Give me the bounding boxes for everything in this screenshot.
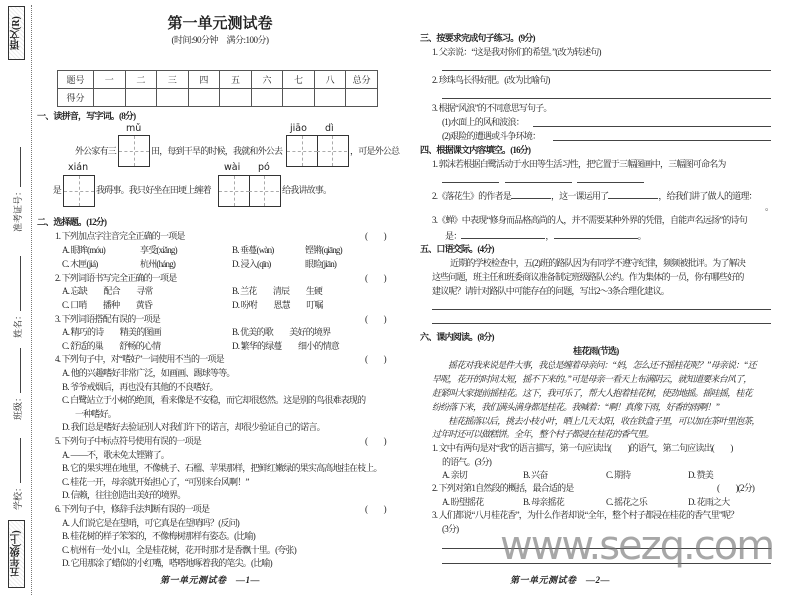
section-5-heading: 五、口语交际。(4分) (420, 244, 494, 254)
option: 眼睑(jiān) (305, 259, 337, 269)
question-text: 是： (445, 231, 462, 241)
option[interactable]: B. 母亲摇花 (523, 497, 564, 507)
question: 3. 人们都说“八月桂花香”，为什么作者却说“全年，整个村子都浸在桂花的香气里”呢？ (432, 510, 739, 520)
pinyin: mǔ (126, 123, 142, 134)
header-cell: 六 (251, 71, 283, 89)
question-stem: 5. 下列句子中标点符号使用有误的一项是 (55, 436, 202, 446)
option[interactable]: A. 精巧的诗 精美的图画 (62, 327, 161, 337)
score-cell[interactable] (125, 89, 157, 107)
pinyin: wài (224, 162, 241, 173)
answer-paren[interactable]: ( ) (365, 314, 386, 324)
question: 1. 郭沫若根据白鹭活动于水田等生活习性，把它置于三幅图画中，三幅图可命名为 (432, 159, 726, 169)
option[interactable]: D. 赞美 (688, 470, 713, 480)
option[interactable]: D. 信赖，往往创造出美好的境界。 (62, 490, 186, 500)
answer-blank[interactable] (554, 228, 638, 239)
question: 2. 下列对第1自然段的概括，最合适的是 (432, 483, 574, 493)
question: 1. 文中有两句是对“我”的语言描写，第一句应读出( )的语气，第二句应读出( ) (432, 443, 733, 453)
question-continued: (3分) (442, 524, 459, 534)
answer-blank[interactable] (442, 181, 499, 183)
score-cell[interactable] (157, 89, 189, 107)
option-continued: 一种嗜好。 (75, 409, 117, 419)
passage-line: 摇花对我来说是件大事，我总是缠着母亲问：“妈，怎么还不摇桂花呢？”母亲说：“还 (448, 360, 756, 370)
question-stem: 1. 下列加点字注音完全正确的一项是 (55, 231, 185, 241)
option[interactable]: D. 浸入(qīn) (232, 259, 271, 269)
answer-blank[interactable] (608, 188, 658, 199)
exam-number-field[interactable] (10, 147, 24, 232)
score-cell[interactable] (251, 89, 283, 107)
name-field[interactable] (10, 256, 24, 338)
score-cell[interactable] (94, 89, 126, 107)
question-continued: 的语气。(3分) (442, 457, 492, 467)
header-cell: 一 (94, 71, 126, 89)
answer-blank[interactable] (577, 181, 644, 183)
section-4-heading: 四、根据课文内容填空。(16分) (420, 145, 531, 155)
header-cell: 七 (283, 71, 315, 89)
question-text: ，这一课运用了 (550, 191, 609, 201)
question-text: ，给我们讲了做人的道理： (658, 191, 757, 201)
answer-paren[interactable]: ( ) (365, 231, 386, 241)
row-label: 得分 (58, 89, 94, 107)
header-cell: 题号 (58, 71, 94, 89)
pinyin: dì (325, 123, 334, 134)
section-6-heading: 六、课内阅读。(8分) (420, 332, 494, 342)
watermark: www.sezq.com (500, 523, 774, 569)
answer-paren[interactable]: ( ) (365, 436, 386, 446)
score-table-row (58, 89, 378, 107)
option[interactable]: A. 眼眸(móu) (62, 245, 105, 255)
passage-title: 桂花雨(节选) (573, 346, 619, 356)
answer-blank[interactable] (461, 228, 545, 239)
answer-line[interactable] (442, 69, 771, 71)
question: 3.《蝉》中表现“修身而品格高尚的人，并不需要某种外界的凭借，自能声名远扬”的诗句 (432, 215, 747, 225)
question-stem: 3. 下列词语搭配有误的一项是 (55, 314, 161, 324)
sub-question: (1)水面上的风和波浪： (442, 117, 524, 127)
option[interactable]: D. 花雨之大 (688, 497, 730, 507)
exam-number-label: 准考证号： (13, 186, 23, 232)
writing-box[interactable] (63, 175, 95, 207)
answer-line[interactable] (432, 322, 771, 324)
question: 是： ， 。 (445, 228, 646, 242)
option[interactable]: D. 繁华的绿蔓 细小的情意 (232, 341, 340, 351)
header-cell: 二 (125, 71, 157, 89)
question-stem: 2. 下列词语书写完全正确的一项是 (55, 273, 177, 283)
option[interactable]: B. 优美的歌 美好的境界 (232, 327, 331, 337)
answer-paren[interactable]: ( )(2分) (717, 483, 755, 493)
option[interactable]: A. ——不，歌未免太铿锵了。 (62, 450, 170, 460)
sentence-text: 田，每到干旱的时候，我就和外公去 (151, 146, 283, 156)
pinyin: xián (68, 162, 89, 173)
option[interactable]: A. 忘缺 配合 寻常 (62, 286, 153, 296)
option: 杭州(háng) (140, 259, 176, 269)
score-cell[interactable] (188, 89, 220, 107)
binding-margin-line (31, 5, 32, 595)
passage-line: 过年时还可以做糕饼。全年，整个村子都浸在桂花的香气里。 (432, 429, 654, 439)
school-label: 学校： (13, 482, 23, 510)
option[interactable]: C. 口哨 播种 黄昏 (62, 300, 153, 310)
answer-line[interactable] (533, 125, 771, 127)
pinyin: pó (258, 162, 270, 173)
class-field[interactable] (10, 348, 24, 420)
section-2-heading: 二、选择题。(12分) (37, 217, 107, 227)
question-text: 2.《落花生》的作者是 (432, 191, 511, 201)
answer-paren[interactable]: ( ) (365, 354, 386, 364)
option[interactable]: C. 桂花一开，母亲就开始担心了，“可别来台风啊！” (62, 477, 249, 487)
paragraph-line: 建议呢？请针对路队中可能存在的问题，写出2～3条合理化建议。 (432, 286, 670, 296)
page-footer: 第一单元测试卷 —1— (160, 575, 261, 585)
score-table (57, 70, 378, 107)
school-field[interactable] (10, 438, 24, 510)
subject-badge: 语文(R) (8, 6, 25, 60)
header-cell: 四 (188, 71, 220, 89)
grade-badge: 五年级(上) (8, 520, 25, 588)
option[interactable]: C. 期待 (606, 470, 631, 480)
answer-blank[interactable] (505, 181, 572, 183)
pinyin: jiāo (290, 123, 307, 134)
passage-line: 早呢，花开的时间太短，摇不下来的。”可是母亲一看天上布满阴云，就知道要来台风了， (432, 374, 752, 384)
option: 享受(xiǎng) (140, 245, 177, 255)
score-cell[interactable] (314, 89, 346, 107)
question: 2. 珍珠鸟长得好肥。(改为比喻句) (432, 75, 550, 85)
option[interactable]: B. 兰花 清辰 生硬 (232, 286, 323, 296)
sub-question: (2)艰险的遭遇或斗争环境： (442, 131, 541, 141)
option[interactable]: B. 爷爷戒烟后，再也没有其他的不良嗜好。 (62, 382, 218, 392)
header-cell: 八 (314, 71, 346, 89)
question: 3. 根据“风浪”的不同意思写句子。 (432, 103, 552, 113)
passage-line: 纷纷落下来，我们满头满身都是桂花。我喊着：“啊！真像下雨，好香的雨啊！” (432, 402, 720, 412)
question-stem: 6. 下列句子中，修辞手法判断有误的一项是 (55, 504, 210, 514)
option[interactable]: A. 他的兴趣嗜好非常广泛，如画画、踢球等等。 (62, 368, 235, 378)
sentence-text: 外公家有三 (74, 146, 116, 156)
passage-line: 桂花摇落以后，挑去小枝小叶，晒上几天太阳，收在铁盒子里，可以加在茶叶里泡茶， (448, 416, 760, 426)
option[interactable]: C. 木匣(jiá) (62, 259, 98, 269)
option[interactable]: B. 兴奋 (523, 470, 548, 480)
score-cell[interactable] (283, 89, 315, 107)
option[interactable]: C. 摇花之乐 (606, 497, 647, 507)
option[interactable]: C. 白鹭站立于小树的绝顶，看来像是不安稳，而它却很悠然。这是别的鸟很难表现的 (62, 395, 366, 405)
writing-box[interactable] (218, 175, 281, 207)
answer-line[interactable] (432, 308, 771, 310)
option[interactable]: A. 人们说它是在望哨，可它真是在望哨吗？(反问) (62, 518, 239, 528)
question-stem: 4. 下列句子中，对“嗜好”一词使用不当的一项是 (55, 354, 224, 364)
score-table-header (58, 71, 378, 89)
section-1-heading: 一、读拼音，写字词。(8分) (37, 111, 136, 121)
exam-info: (时间:90分钟 满分:100分) (171, 35, 269, 45)
option[interactable]: C. 舒适的巢 舒畅的心情 (62, 341, 161, 351)
page-title: 第一单元测试卷 (167, 16, 273, 32)
sentence-text: 给我讲故事。 (282, 185, 332, 195)
punctuation: 。 (765, 202, 774, 212)
option[interactable]: D. 它用那涂了蜡似的小红嘴，嗒嗒地啄着我的笔尖。(比喻) (62, 558, 272, 568)
option[interactable]: B. 垂蔓(wàn) (232, 245, 274, 255)
answer-line[interactable] (442, 97, 771, 99)
sentence-text: ，可是外公总 (350, 146, 400, 156)
sentence-text: 是 (52, 185, 61, 195)
score-cell[interactable] (220, 89, 252, 107)
option[interactable]: B. 它的果实埋在地里，不像桃子、石榴、苹果那样，把鲜红嫩绿的果实高高地挂在枝上。 (62, 463, 382, 473)
answer-blank[interactable] (511, 188, 551, 199)
option[interactable]: A. 盼望摇花 (442, 497, 484, 507)
option[interactable]: D. 我们总是嗜好去验证别人对我们许下的诺言，却很少验证自己的诺言。 (62, 422, 325, 432)
writing-box[interactable] (286, 135, 349, 167)
passage-line: 赶紧叫大家提前摇桂花。这下，我可乐了，帮大人抱着桂花树，使劲地摇。摇哇摇，桂花 (432, 388, 752, 398)
option[interactable]: A. 亲切 (442, 470, 467, 480)
answer-paren[interactable]: ( ) (365, 504, 386, 514)
sentence-text: 我碍事。我只好坐在田埂上缠着 (96, 185, 211, 195)
section-3-heading: 三、按要求完成句子练习。(9分) (420, 33, 535, 43)
answer-paren[interactable]: ( ) (365, 273, 386, 283)
score-cell[interactable] (346, 89, 378, 107)
name-label: 姓名： (13, 310, 23, 338)
class-label: 班级： (13, 392, 23, 420)
option[interactable]: B. 桂花树的样子笨笨的，不像梅树那样有姿态。(比喻) (62, 531, 255, 541)
answer-line[interactable] (553, 139, 771, 141)
question: 1. 父亲说：“这是我对你们的希望。”(改为转述句) (432, 47, 601, 57)
option[interactable]: C. 杭州有一处小山，全是桂花树，花开时那才是香飘十里。(夸张) (62, 545, 296, 555)
paragraph-line: 近期的学校检查中，五(2)班的路队因为有同学不遵守纪律，频频被批评。为了解决 (450, 258, 746, 268)
writing-box[interactable] (118, 135, 150, 167)
option: 铿锵(qiāng) (305, 245, 342, 255)
header-cell: 三 (157, 71, 189, 89)
paragraph-line: 这些问题，班主任和班委商议准备制定班级路队公约。作为集体的一员，你有哪些好的 (432, 272, 744, 282)
page-footer: 第一单元测试卷 —2— (510, 575, 611, 585)
header-cell: 总分 (346, 71, 378, 89)
header-cell: 五 (220, 71, 252, 89)
question (432, 188, 757, 202)
option[interactable]: D. 吩咐 恩慧 叮嘱 (232, 300, 323, 310)
